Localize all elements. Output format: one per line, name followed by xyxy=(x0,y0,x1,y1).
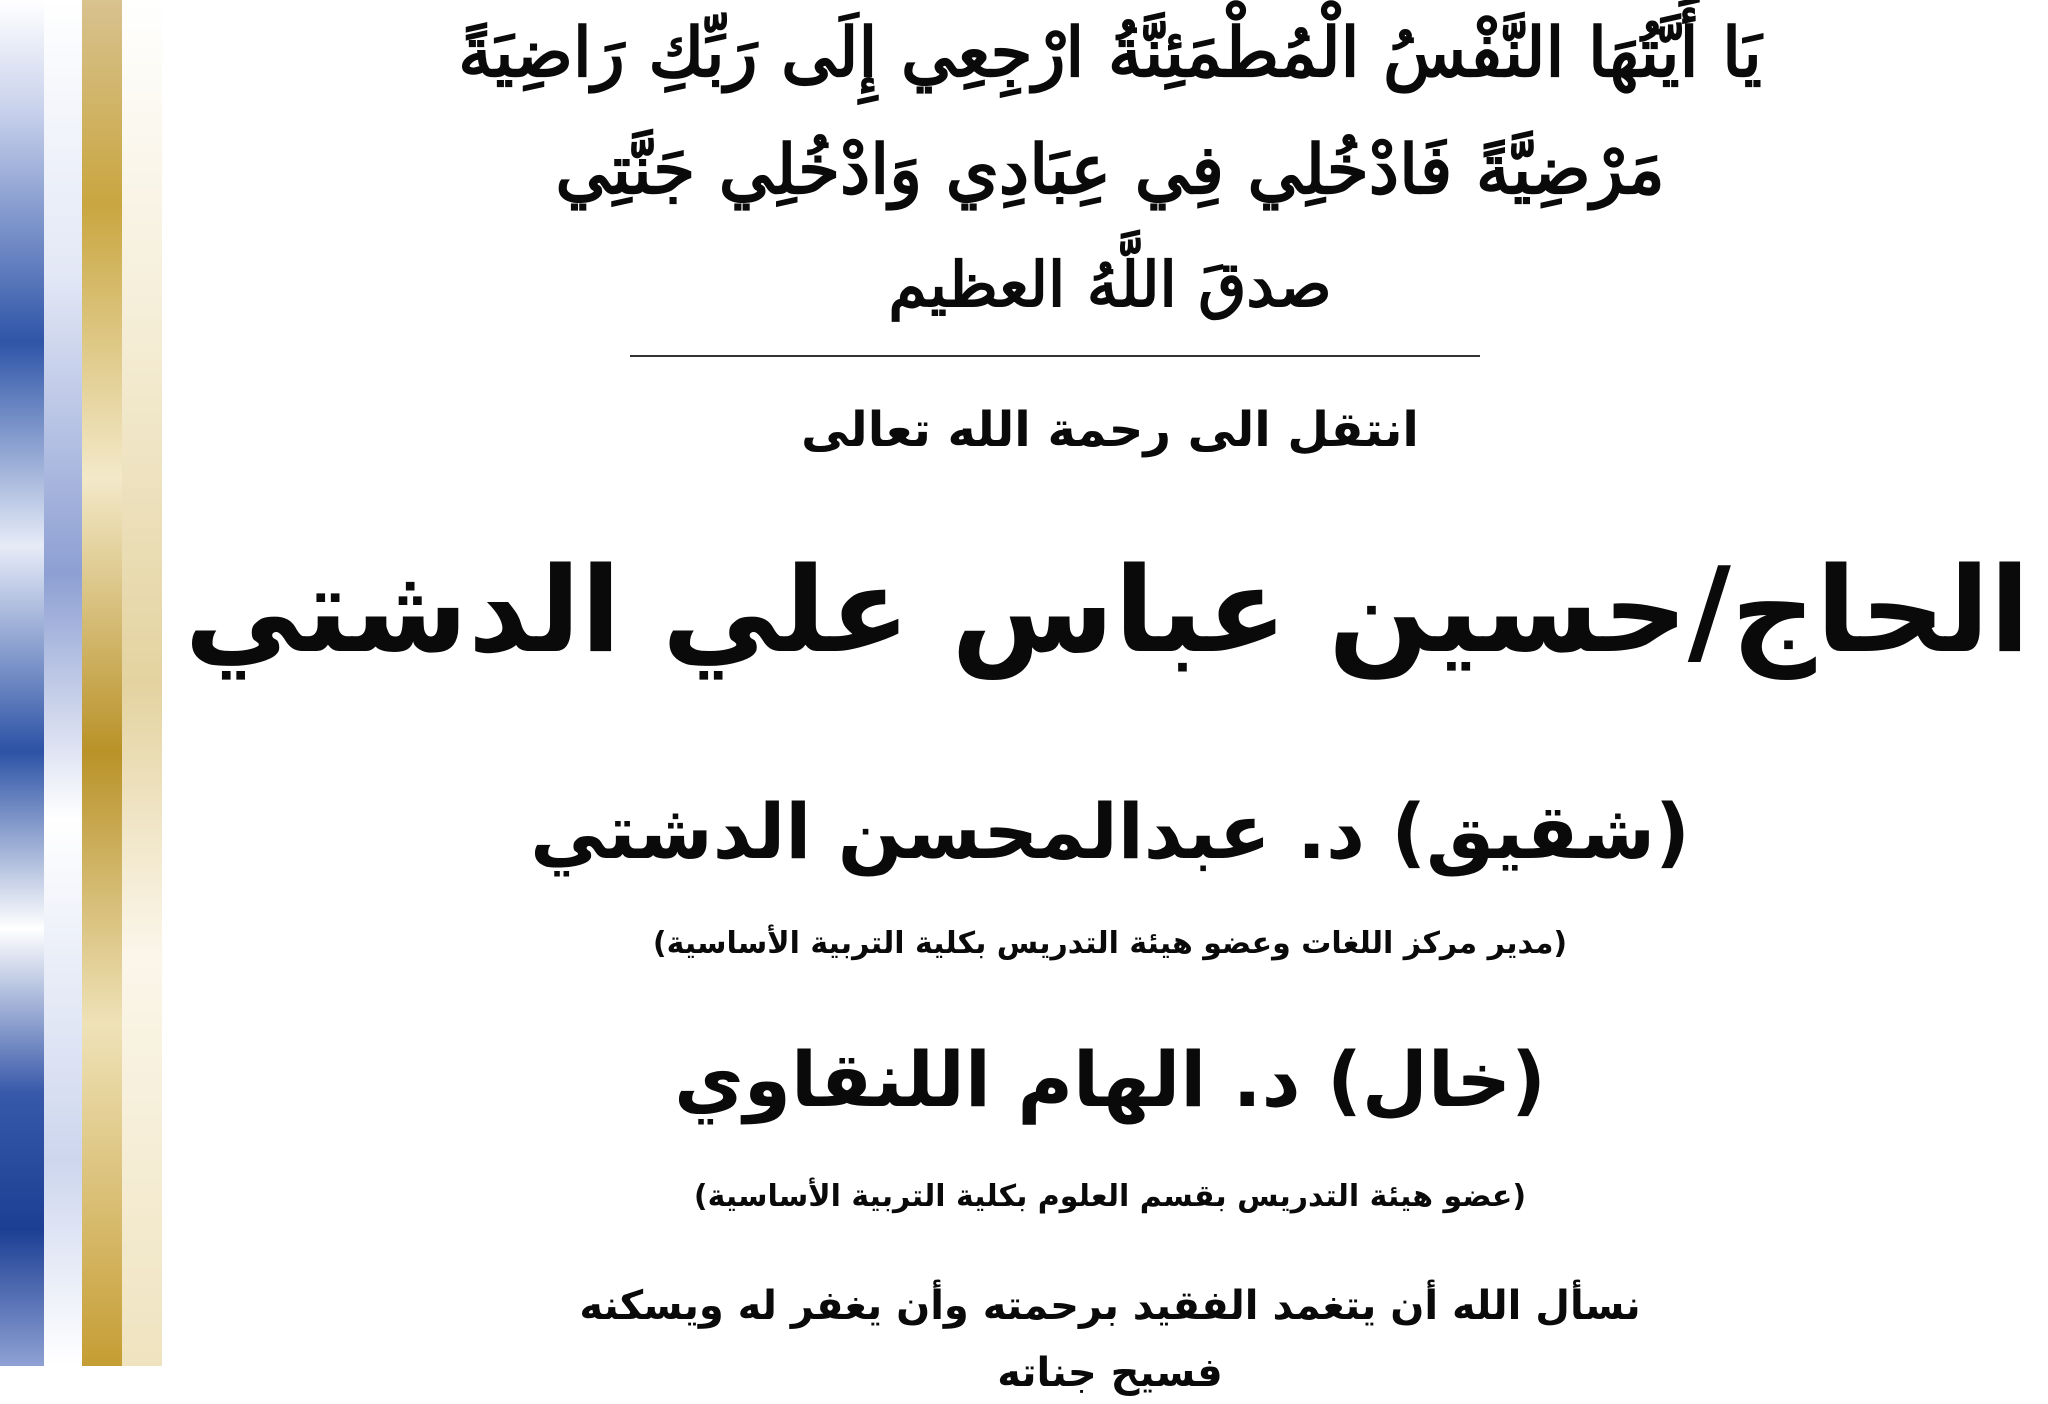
border-stripe-gold xyxy=(82,0,122,1366)
verse-closing: صدقَ اللَّهُ العظيم xyxy=(888,248,1332,321)
divider-line xyxy=(630,355,1480,357)
relative-position-1: (مدير مركز اللغات وعضو هيئة التدريس بكلية التربية الأساسية) xyxy=(652,926,1568,961)
prayer-line-2: فسيح جناته xyxy=(997,1350,1223,1396)
quran-verse-line-1: يَا أَيَّتُهَا النَّفْسُ الْمُطْمَئِنَّةُ ارْجِعِي إِلَى رَبِّكِ رَاضِيَةً xyxy=(458,13,1762,93)
obituary-content xyxy=(184,0,2030,1396)
border-stripe-blue-light xyxy=(44,0,82,1366)
relative-name-2: (خال) د. الهام اللنقاوي xyxy=(674,1035,1546,1124)
relative-name-1: (شقيق) د. عبدالمحسن الدشتي xyxy=(530,787,1690,876)
border-stripe-blue xyxy=(0,0,44,1366)
deceased-name: الحاج/حسين عباس علي الدشتي xyxy=(184,541,2030,679)
border-stripe-gold-light xyxy=(122,0,162,1366)
announcement-text: انتقل الى رحمة الله تعالى xyxy=(801,402,1419,458)
relative-position-2: (عضو هيئة التدريس بقسم العلوم بكلية التربية الأساسية) xyxy=(693,1179,1527,1214)
quran-verse-line-2: مَرْضِيَّةً فَادْخُلِي فِي عِبَادِي وَادْخُلِي جَنَّتِي xyxy=(555,130,1665,210)
prayer-line-1: نسأل الله أن يتغمد الفقيد برحمته وأن يغفر له ويسكنه xyxy=(579,1283,1641,1329)
